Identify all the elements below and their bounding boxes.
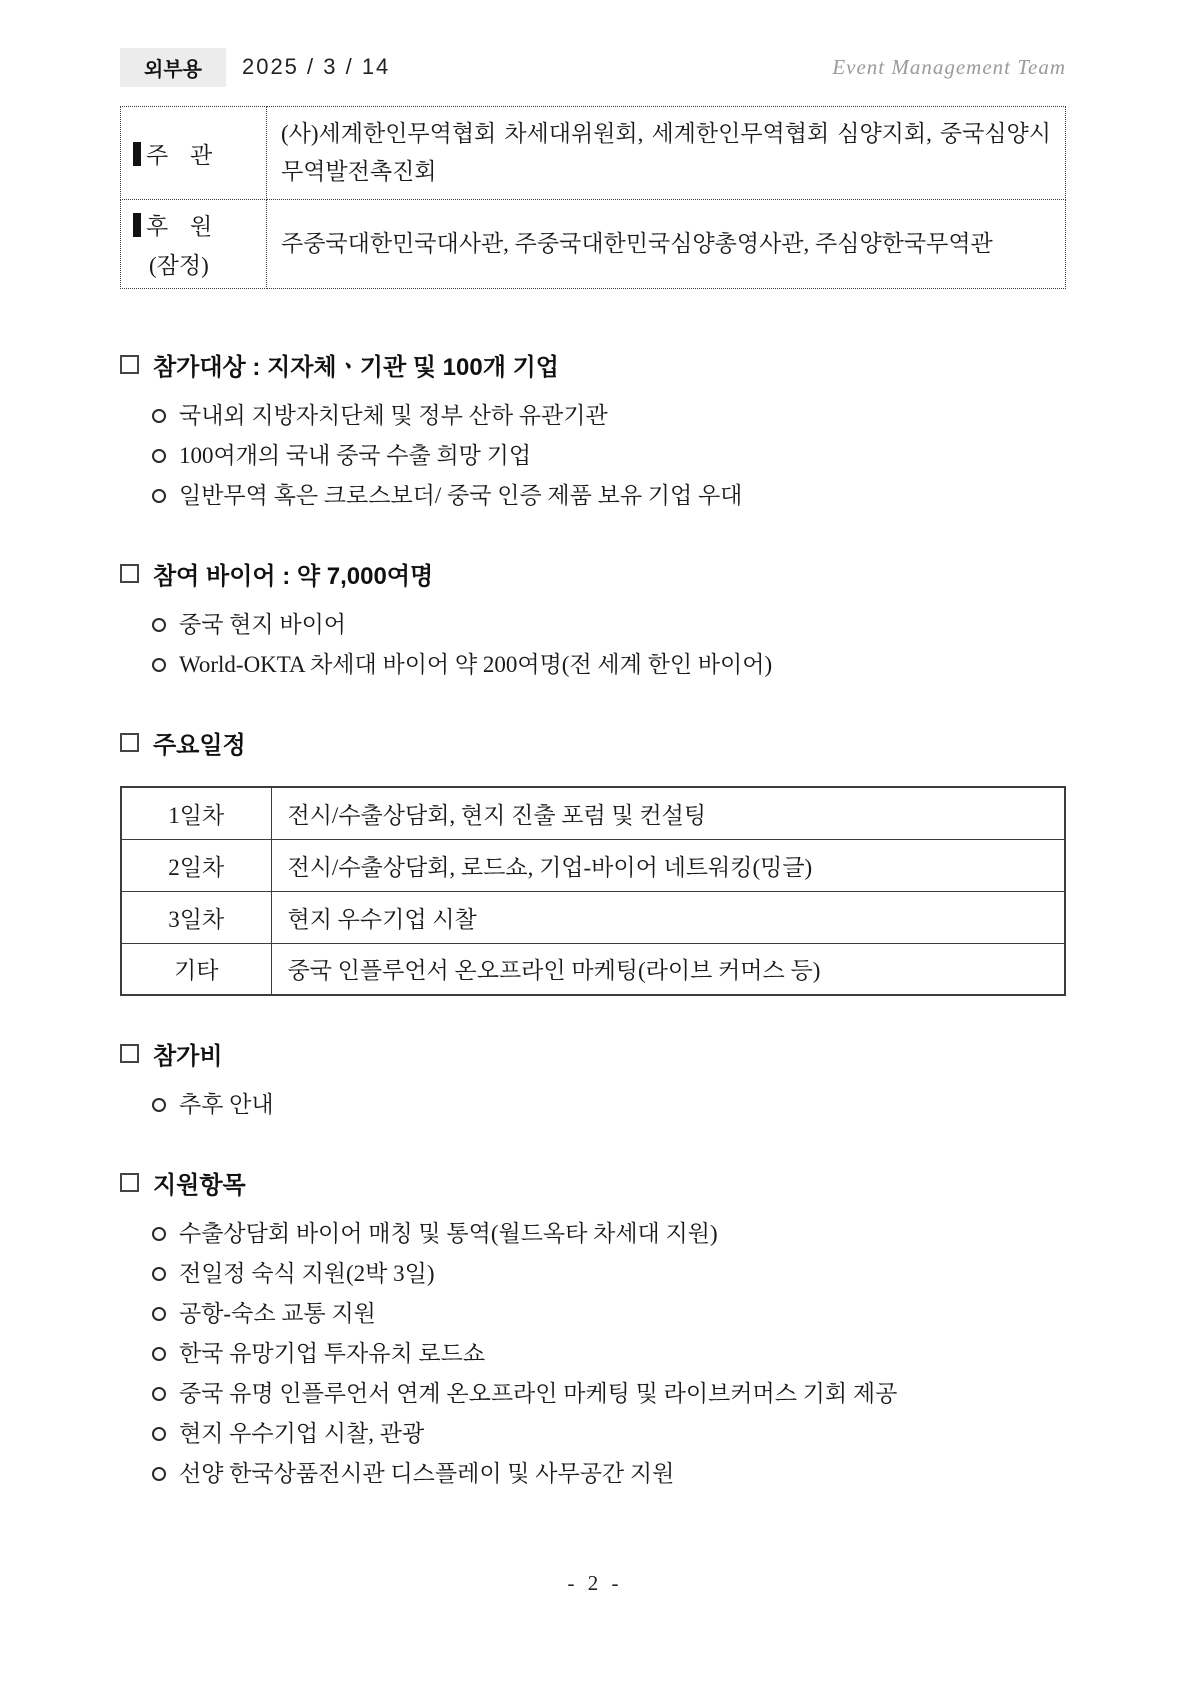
section-participants-header — [120, 347, 1066, 382]
bullet-circle-icon — [152, 489, 166, 503]
list-item-text: 100여개의 국내 중국 수출 희망 기업 — [179, 443, 532, 468]
sponsor-label: 후 원 — [146, 214, 213, 239]
sponsor-sublabel: (잠정) — [149, 253, 209, 278]
list-item — [152, 1334, 1066, 1374]
section-checkbox-icon — [120, 355, 139, 374]
list-item — [152, 645, 1066, 685]
sponsor-row — [121, 200, 1066, 289]
organizer-label-cell — [121, 107, 267, 200]
schedule-day: 3일차 — [121, 891, 271, 943]
list-item-text: 추후 안내 — [179, 1092, 274, 1117]
participants-list — [120, 396, 1066, 516]
table-row — [121, 787, 1065, 839]
list-item — [152, 436, 1066, 476]
fee-list — [120, 1085, 1066, 1125]
list-item — [152, 396, 1066, 436]
list-item-text: 전일정 숙식 지원(2박 3일) — [179, 1261, 435, 1286]
list-item — [152, 1454, 1066, 1494]
list-item-text: 수출상담회 바이어 매칭 및 통역(월드옥타 차세대 지원) — [179, 1221, 718, 1246]
buyers-list — [120, 605, 1066, 685]
list-item — [152, 1254, 1066, 1294]
section-participants — [120, 347, 1066, 516]
list-item-text: 중국 유명 인플루언서 연계 온오프라인 마케팅 및 라이브커머스 기회 제공 — [179, 1381, 898, 1406]
support-list — [120, 1214, 1066, 1494]
schedule-desc: 전시/수출상담회, 로드쇼, 기업-바이어 네트워킹(밍글) — [271, 839, 1065, 891]
bullet-circle-icon — [152, 409, 166, 423]
list-item — [152, 1085, 1066, 1125]
document-date: 2025 / 3 / 14 — [241, 54, 391, 79]
table-row — [121, 891, 1065, 943]
list-item — [152, 1414, 1066, 1454]
label-bar-icon — [133, 142, 141, 166]
list-item-text: 중국 현지 바이어 — [179, 612, 347, 637]
organizer-label: 주 관 — [146, 142, 213, 168]
list-item — [152, 476, 1066, 516]
bullet-circle-icon — [152, 1227, 166, 1241]
bullet-circle-icon — [152, 449, 166, 463]
list-item — [152, 1214, 1066, 1254]
bullet-circle-icon — [152, 618, 166, 632]
list-item-text: World-OKTA 차세대 바이어 약 200여명(전 세계 한인 바이어) — [179, 652, 773, 677]
section-checkbox-icon — [120, 564, 139, 583]
section-buyers — [120, 556, 1066, 685]
section-fee-title: 참가비 — [153, 1043, 223, 1070]
section-buyers-title: 참여 바이어 : 약 7,000여명 — [153, 563, 434, 590]
bullet-circle-icon — [152, 1267, 166, 1281]
table-row — [121, 839, 1065, 891]
section-support — [120, 1165, 1066, 1494]
team-signature: Event Management Team — [832, 54, 1066, 79]
section-fee — [120, 1036, 1066, 1125]
classification-badge: 외부용 — [120, 48, 226, 87]
section-participants-title: 참가대상 : 지자체ㆍ기관 및 100개 기업 — [153, 354, 559, 381]
list-item-text: 일반무역 혹은 크로스보더/ 중국 인증 제품 보유 기업 우대 — [179, 483, 743, 508]
list-item — [152, 605, 1066, 645]
schedule-desc: 전시/수출상담회, 현지 진출 포럼 및 컨설팅 — [271, 787, 1065, 839]
bullet-circle-icon — [152, 658, 166, 672]
label-bar-icon — [133, 213, 141, 237]
page-number: - 2 - — [567, 1571, 623, 1595]
table-row — [121, 943, 1065, 995]
section-buyers-header — [120, 556, 1066, 591]
schedule-desc: 현지 우수기업 시찰 — [271, 891, 1065, 943]
section-support-title: 지원항목 — [153, 1172, 246, 1199]
section-support-header — [120, 1165, 1066, 1200]
list-item-text: 한국 유망기업 투자유치 로드쇼 — [179, 1341, 486, 1366]
schedule-day: 기타 — [121, 943, 271, 995]
bullet-circle-icon — [152, 1307, 166, 1321]
organizer-row — [121, 107, 1066, 200]
list-item-text: 국내외 지방자치단체 및 정부 산하 유관기관 — [179, 403, 608, 428]
section-checkbox-icon — [120, 733, 139, 752]
list-item — [152, 1374, 1066, 1414]
section-schedule-title: 주요일정 — [153, 732, 246, 759]
bullet-circle-icon — [152, 1467, 166, 1481]
bullet-circle-icon — [152, 1427, 166, 1441]
list-item-text: 선양 한국상품전시관 디스플레이 및 사무공간 지원 — [179, 1461, 675, 1486]
organizer-sponsor-table — [120, 106, 1066, 289]
schedule-table — [120, 786, 1066, 996]
bullet-circle-icon — [152, 1387, 166, 1401]
section-schedule-header — [120, 725, 1066, 760]
schedule-day: 1일차 — [121, 787, 271, 839]
section-checkbox-icon — [120, 1173, 139, 1192]
list-item — [152, 1294, 1066, 1334]
bullet-circle-icon — [152, 1098, 166, 1112]
bullet-circle-icon — [152, 1347, 166, 1361]
schedule-desc: 중국 인플루언서 온오프라인 마케팅(라이브 커머스 등) — [271, 943, 1065, 995]
list-item-text: 공항-숙소 교통 지원 — [179, 1301, 376, 1326]
schedule-day: 2일차 — [121, 839, 271, 891]
sponsor-value: 주중국대한민국대사관, 주중국대한민국심양총영사관, 주심양한국무역관 — [267, 200, 1066, 289]
sponsor-label-cell — [121, 200, 267, 289]
section-checkbox-icon — [120, 1044, 139, 1063]
page-header — [120, 50, 1066, 84]
section-schedule — [120, 725, 1066, 996]
organizer-value: (사)세계한인무역협회 차세대위원회, 세계한인무역협회 심양지회, 중국심양시 무역발전촉진회 — [267, 107, 1066, 200]
list-item-text: 현지 우수기업 시찰, 관광 — [179, 1421, 425, 1446]
section-fee-header — [120, 1036, 1066, 1071]
